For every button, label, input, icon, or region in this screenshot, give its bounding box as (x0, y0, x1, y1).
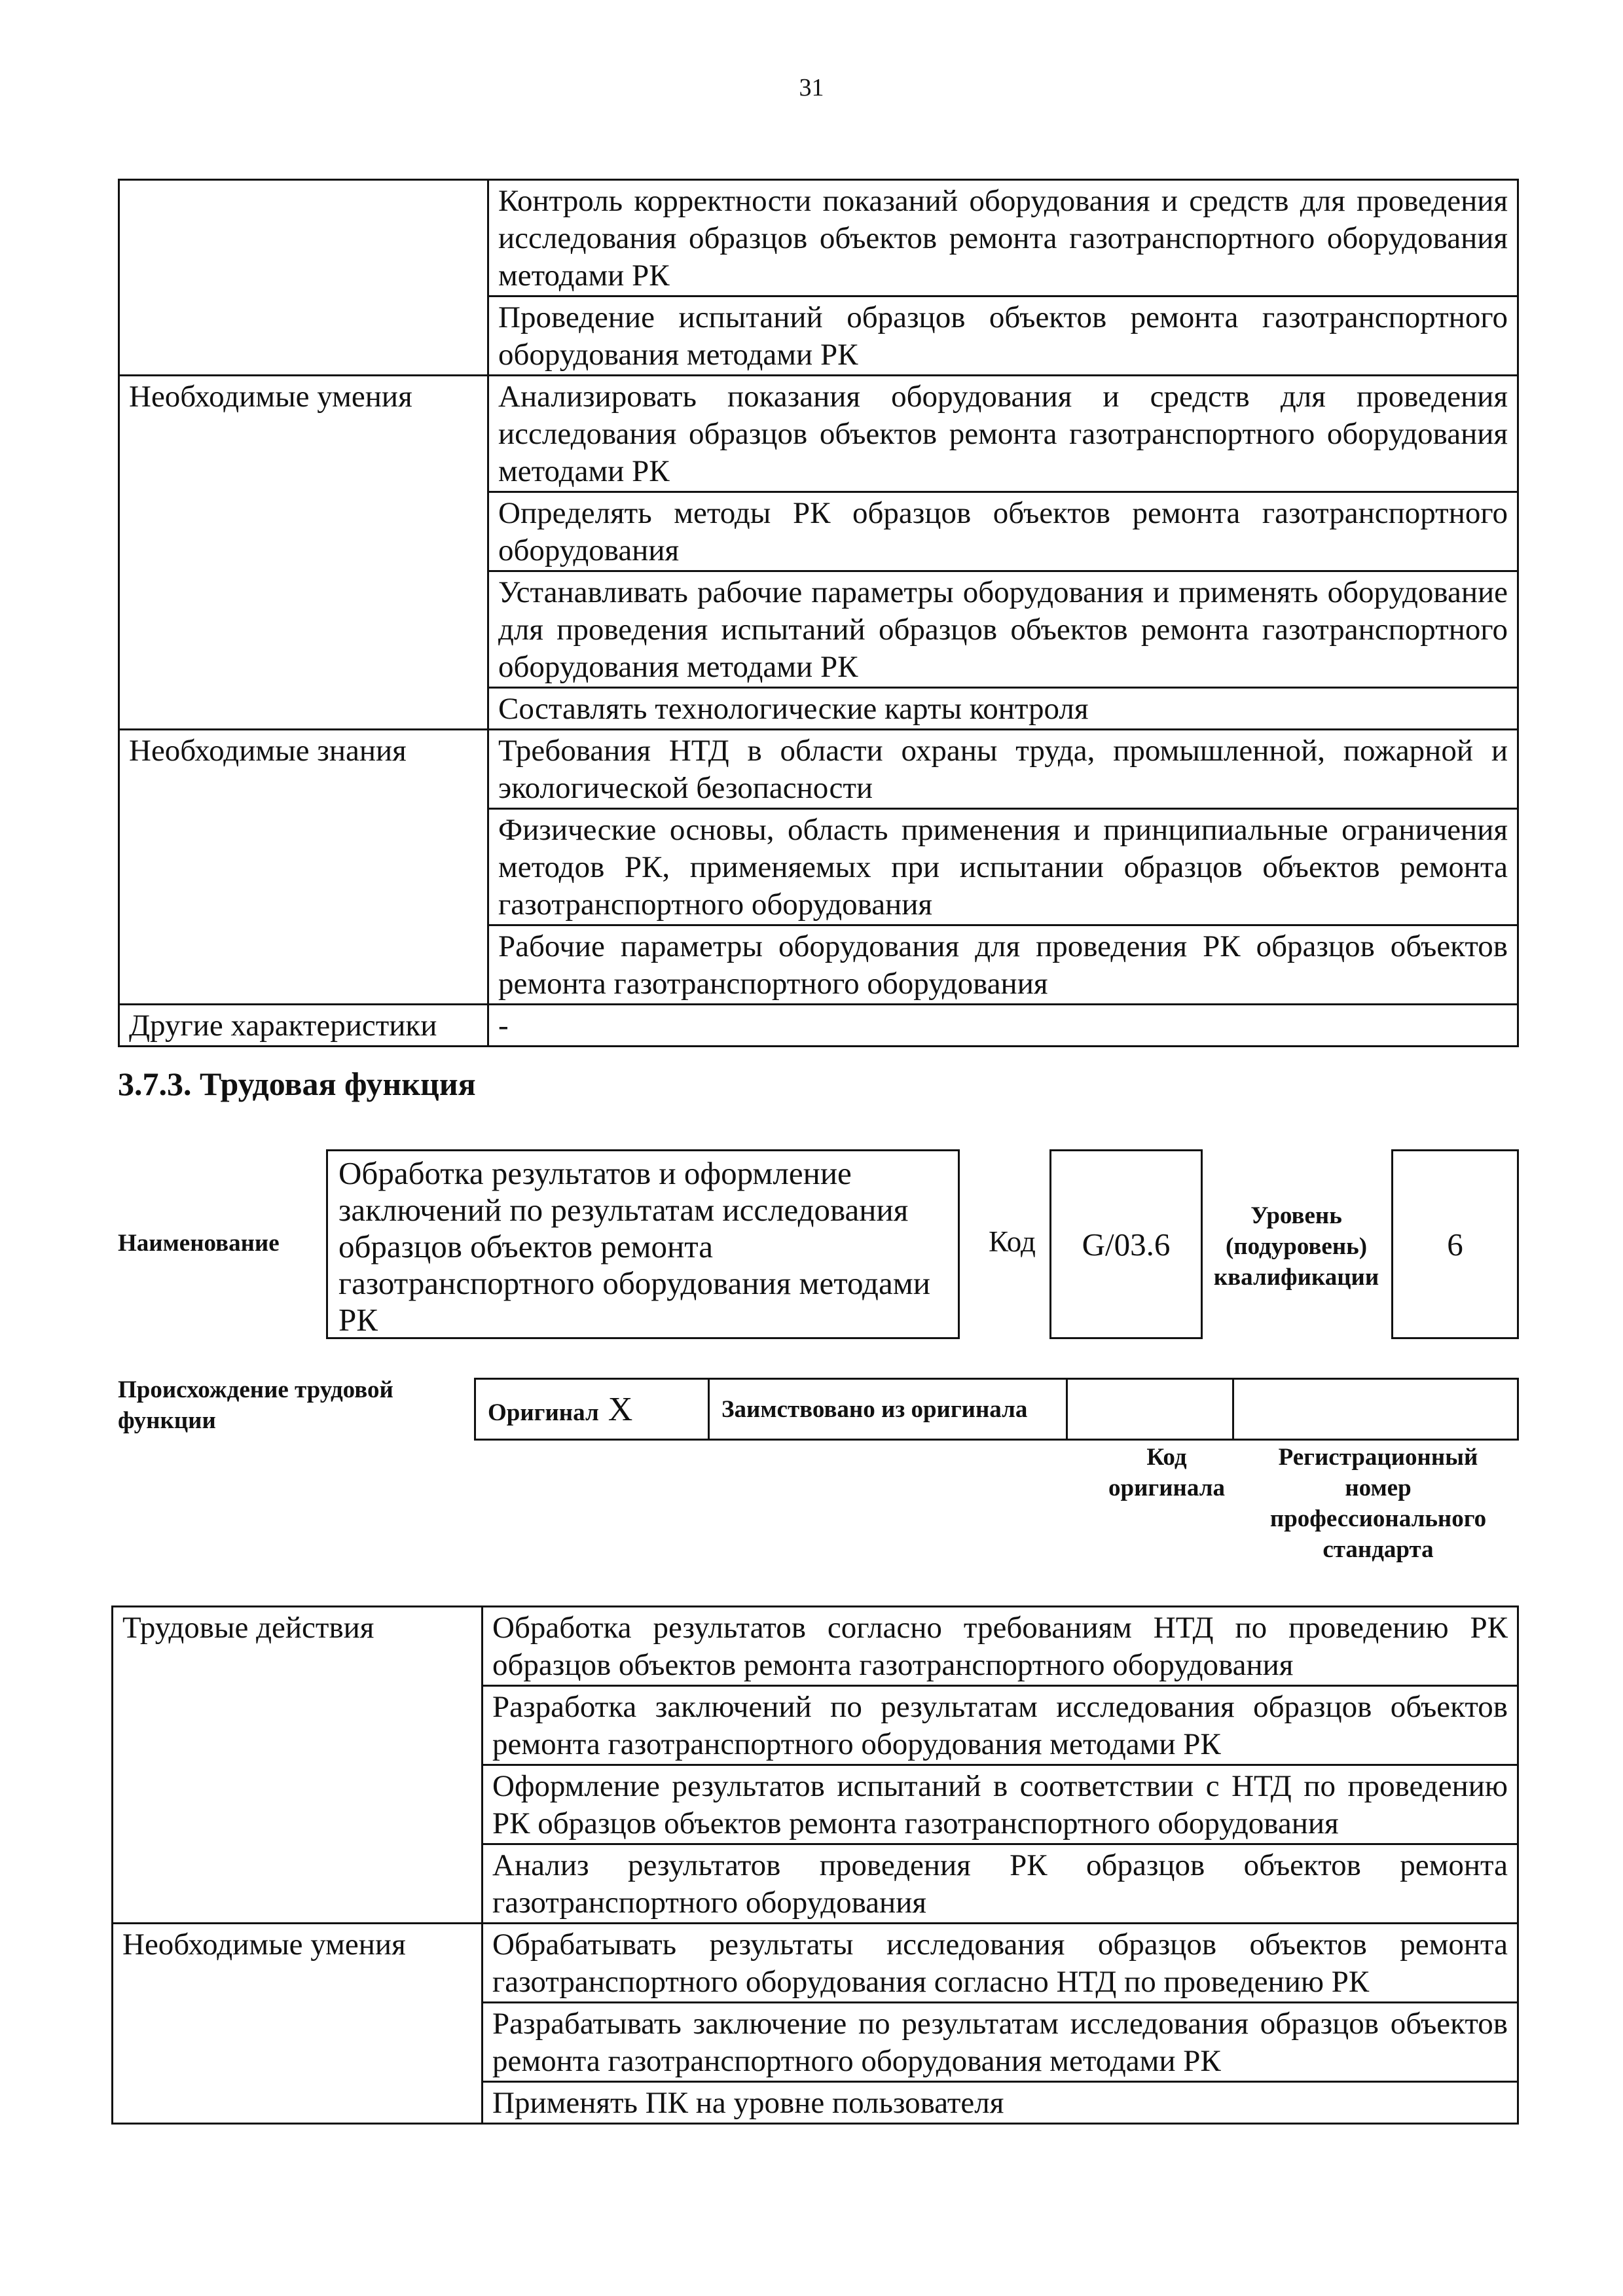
table-row (119, 730, 1518, 809)
row-item: Разрабатывать заключение по результатам исследования образцов объектов ремонта газотранспортного оборудования методами РК (483, 2003, 1518, 2082)
table-row (119, 376, 1518, 492)
table-row (119, 180, 1518, 296)
row-label: Трудовые действия (113, 1607, 483, 1924)
origin-row (474, 1378, 1519, 1441)
row-label: Необходимые знания (119, 730, 488, 1005)
name-label: Наименование (118, 1230, 280, 1257)
function-name-box: Обработка результатов и оформление заключений по результатам исследования образцов объектов ремонта газотранспортного оборудования методами РК (326, 1149, 960, 1339)
row-item: Проведение испытаний образцов объектов ремонта газотранспортного оборудования методами РК (488, 296, 1518, 376)
table-row (119, 1005, 1518, 1047)
original-code-caption: Код оригинала (1108, 1444, 1225, 1501)
labor-function-table (111, 1605, 1519, 2125)
code-value-box: G/03.6 (1049, 1149, 1203, 1339)
origin-label: Происхождение трудовой функции (118, 1376, 393, 1434)
row-item: Контроль корректности показаний оборудования и средств для проведения исследования образцов объектов ремонта газотранспортного оборудования методами РК (488, 180, 1518, 296)
row-label: Необходимые умения (119, 376, 488, 730)
row-label: Другие характеристики (119, 1005, 488, 1047)
section-title: 3.7.3. Трудовая функция (118, 1066, 476, 1102)
row-item: Разработка заключений по результатам исследования образцов объектов ремонта газотранспортного оборудования методами РК (483, 1686, 1518, 1765)
registration-number-caption: Регистрационный номер профессионального стандарта (1269, 1444, 1487, 1563)
table-row (113, 1607, 1518, 1686)
borrowed-label: Заимствовано из оригинала (709, 1379, 1067, 1440)
original-cell (475, 1379, 709, 1440)
qualification-level-box: 6 (1391, 1149, 1519, 1339)
row-item: Составлять технологические карты контроля (488, 688, 1518, 730)
row-item: - (488, 1005, 1518, 1047)
row-item: Обработка результатов согласно требованиям НТД по проведению РК образцов объектов ремонта газотранспортного оборудования (483, 1607, 1518, 1686)
row-item: Анализ результатов проведения РК образцов объектов ремонта газотранспортного оборудования (483, 1844, 1518, 1924)
qualification-level-label: Уровень (подуровень) квалификации (1213, 1202, 1379, 1291)
original-mark: X (608, 1390, 633, 1428)
page-number: 31 (799, 74, 824, 101)
original-label: Оригинал (488, 1399, 599, 1426)
row-item: Устанавливать рабочие параметры оборудования и применять оборудование для проведения испытаний образцов объектов ремонта газотранспортного оборудования методами РК (488, 571, 1518, 688)
row-item: Анализировать показания оборудования и средств для проведения исследования образцов объектов ремонта газотранспортного оборудования методами РК (488, 376, 1518, 492)
original-code-cell (1067, 1379, 1233, 1440)
row-item: Определять методы РК образцов объектов ремонта газотранспортного оборудования (488, 492, 1518, 571)
table-row (113, 1924, 1518, 2003)
registration-number-cell (1233, 1379, 1518, 1440)
code-label: Код (989, 1225, 1036, 1258)
row-item: Требования НТД в области охраны труда, промышленной, пожарной и экологической безопасности (488, 730, 1518, 809)
row-item: Применять ПК на уровне пользователя (483, 2082, 1518, 2124)
row-item: Рабочие параметры оборудования для проведения РК образцов объектов ремонта газотранспортного оборудования (488, 925, 1518, 1005)
row-item: Обрабатывать результаты исследования образцов объектов ремонта газотранспортного оборудования согласно НТД по проведению РК (483, 1924, 1518, 2003)
row-label: Необходимые умения (113, 1924, 483, 2124)
competency-table-continued (118, 179, 1519, 1047)
row-label (119, 180, 488, 376)
row-item: Физические основы, область применения и принципиальные ограничения методов РК, применяемых при испытании образцов объектов ремонта газотранспортного оборудования (488, 809, 1518, 925)
row-item: Оформление результатов испытаний в соответствии с НТД по проведению РК образцов объектов ремонта газотранспортного оборудования (483, 1765, 1518, 1844)
